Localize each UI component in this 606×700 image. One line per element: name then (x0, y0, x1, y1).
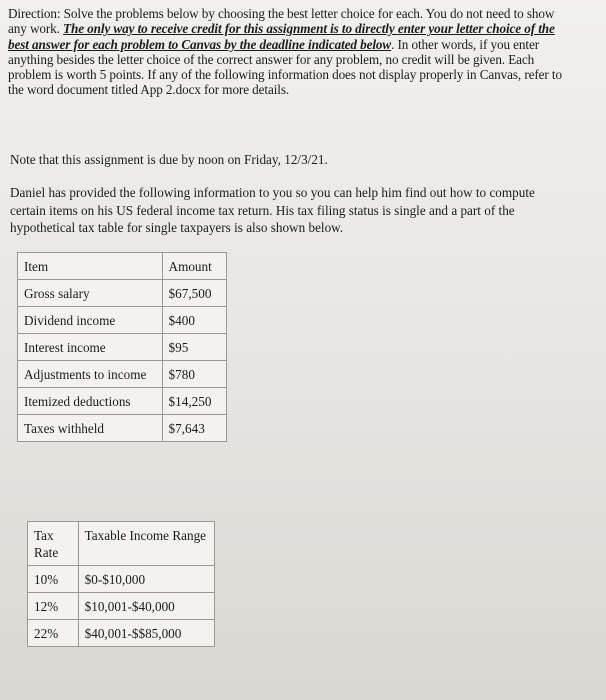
direction-emphasis: The only way to receive credit for this assignment is to directly enter your letter choice of the best answer for each problem to Canvas by the deadline indicated below (8, 21, 555, 52)
items-table (17, 252, 227, 442)
direction-text-end: . In other words, if you enter anything besides the letter choice of the correct answer for any problem, no credit will be given. Each problem is worth 5 points. If any of the following information does not display properly in Canvas, refer to the word document titled App 2.docx for more details. (8, 36, 562, 98)
income-range: $10,001-$40,000 (78, 593, 214, 620)
item-amount: $95 (162, 334, 226, 361)
table-row (28, 566, 215, 593)
header-income-range: Taxable Income Range (78, 522, 214, 566)
table-row (18, 307, 227, 334)
due-date-note: Note that this assignment is due by noon on Friday, 12/3/21. (10, 152, 328, 167)
direction-paragraph (8, 6, 568, 98)
item-label: Dividend income (18, 307, 163, 334)
item-label: Adjustments to income (18, 361, 163, 388)
income-range: $40,001-$$85,000 (78, 620, 214, 647)
table-row (18, 388, 227, 415)
table-header-row (18, 253, 227, 280)
table-row (28, 620, 215, 647)
header-tax-rate: Tax Rate (28, 522, 79, 566)
item-amount: $14,250 (162, 388, 226, 415)
table-row (18, 280, 227, 307)
header-item: Item (18, 253, 163, 280)
intro-paragraph: Daniel has provided the following information to you so you can help him find out how to compute certain items on his US federal income tax return. His tax filing status is single and a part of the hypothetical tax table for single taxpayers is also shown below. (10, 185, 535, 235)
table-header-row (28, 522, 215, 566)
header-amount: Amount (162, 253, 226, 280)
item-amount: $400 (162, 307, 226, 334)
item-label: Taxes withheld (18, 415, 163, 442)
item-amount: $7,643 (162, 415, 226, 442)
tax-rate-table (27, 521, 215, 647)
item-label: Interest income (18, 334, 163, 361)
income-range: $0-$10,000 (78, 566, 214, 593)
item-label: Gross salary (18, 280, 163, 307)
table-row (18, 334, 227, 361)
tax-rate: 12% (28, 593, 79, 620)
direction-text-start: Direction: Solve the problems below by choosing the best letter choice for each. You do not need to show any work. (8, 6, 555, 37)
tax-rate: 10% (28, 566, 79, 593)
item-amount: $67,500 (162, 280, 226, 307)
table-row (18, 415, 227, 442)
table-row (28, 593, 215, 620)
table-row (18, 361, 227, 388)
item-amount: $780 (162, 361, 226, 388)
tax-rate: 22% (28, 620, 79, 647)
item-label: Itemized deductions (18, 388, 163, 415)
